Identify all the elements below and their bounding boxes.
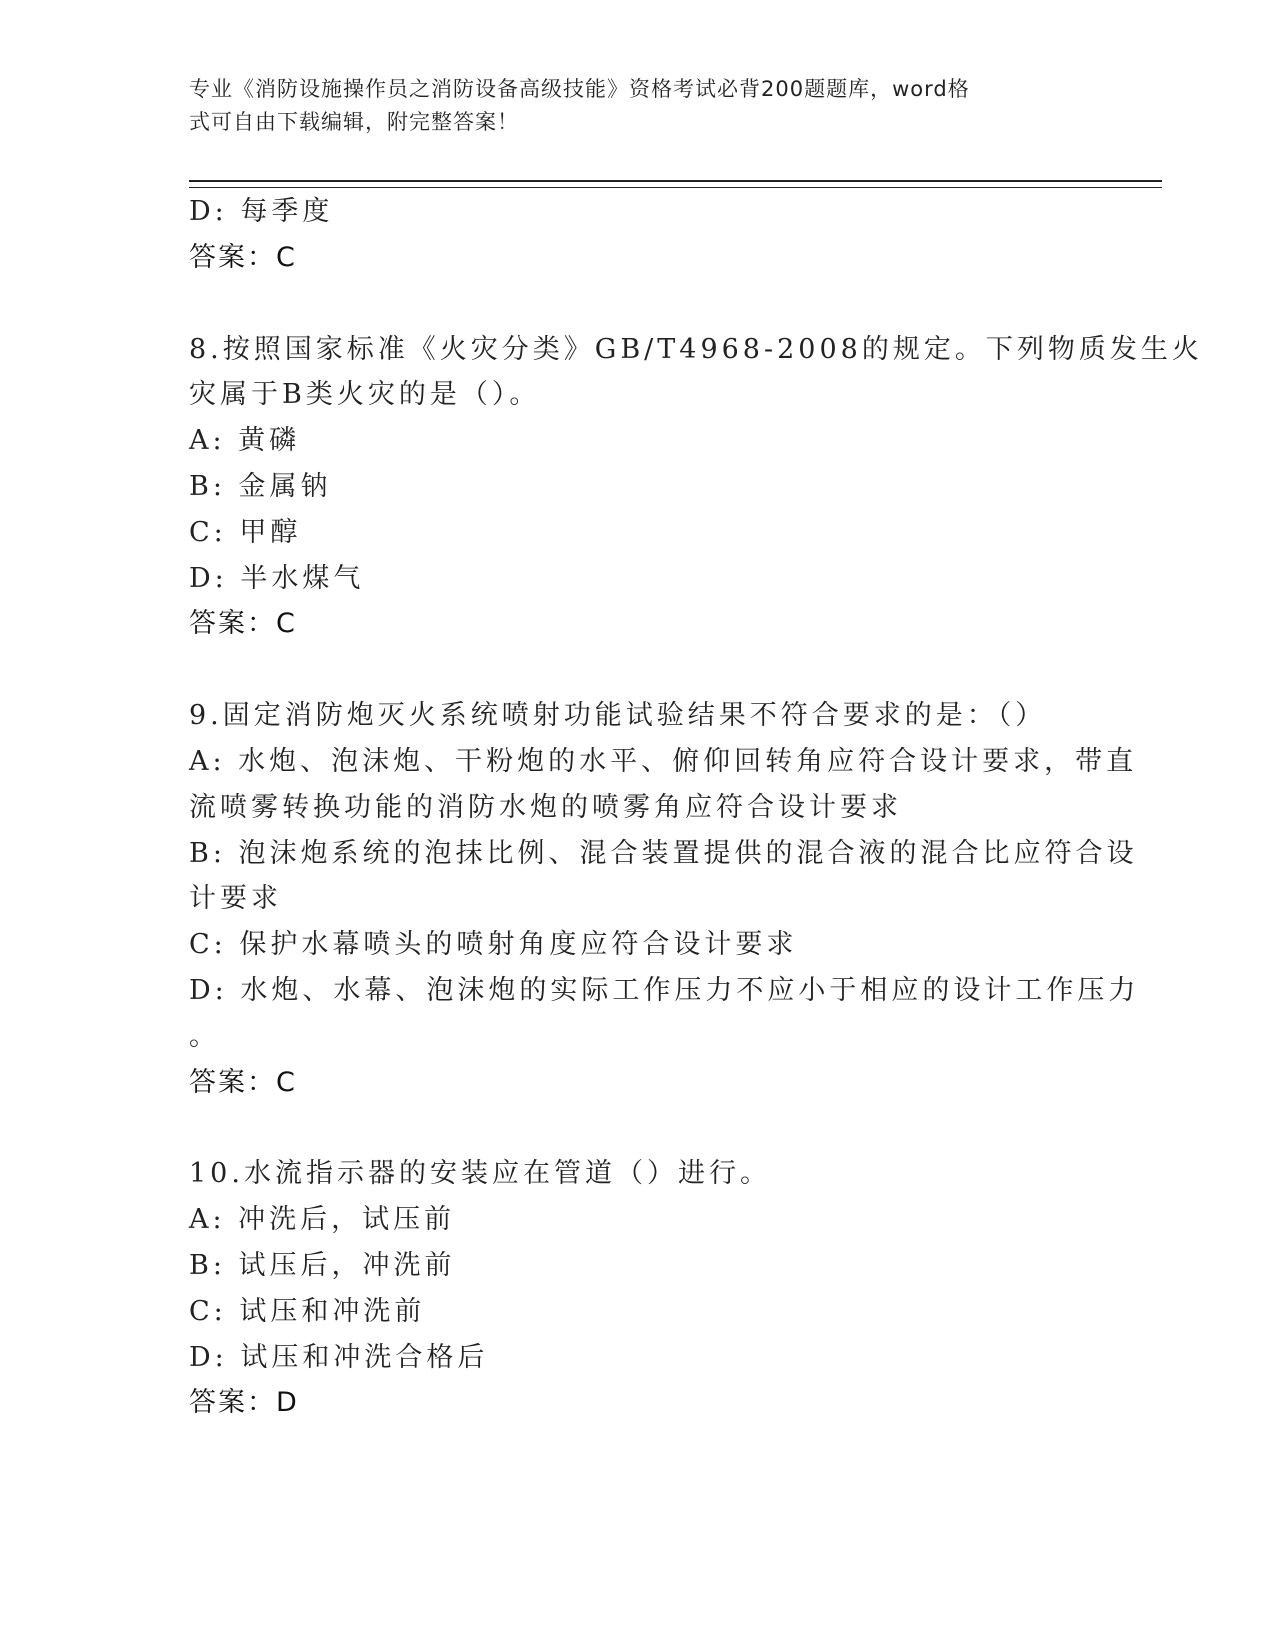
option-c: C: 甲醇 — [189, 516, 302, 548]
option-b: B: 泡沫炮系统的泡抹比例、混合装置提供的混合液的混合比应符合设 — [189, 837, 1138, 869]
question-stem-line: 9.固定消防炮灭火系统喷射功能试验结果不符合要求的是：（） — [189, 700, 1047, 732]
option-a: A: 黄磷 — [189, 425, 301, 457]
option-c: C: 试压和冲洗前 — [189, 1295, 426, 1327]
option-b-continuation: 计要求 — [189, 883, 282, 915]
option-d: D: 试压和冲洗合格后 — [189, 1341, 489, 1373]
question-9 — [189, 693, 1140, 1105]
question-stem-line: 8.按照国家标准《火灾分类》GB/T4968-2008的规定。下列物质发生火 — [189, 333, 1203, 365]
spacer — [189, 1105, 1089, 1151]
option-a: A: 水炮、泡沫炮、干粉炮的水平、俯仰回转角应符合设计要求，带直 — [189, 745, 1138, 777]
header-line-2: 式可自由下载编辑，附完整答案！ — [189, 110, 519, 134]
answer-line: 答案：C — [189, 241, 297, 273]
question-10 — [189, 1151, 1089, 1426]
option-a: A: 冲洗后，试压前 — [189, 1204, 456, 1236]
question-content — [189, 189, 1203, 1426]
option-a-continuation: 流喷雾转换功能的消防水炮的喷雾角应符合设计要求 — [189, 791, 902, 823]
answer-line: 答案：C — [189, 608, 297, 640]
header-line-1: 专业《消防设施操作员之消防设备高级技能》资格考试必背200题题库，word格 — [189, 77, 970, 101]
question-stem-line: 10.水流指示器的安装应在管道（）进行。 — [189, 1158, 771, 1190]
spacer — [189, 647, 1089, 693]
option-d: D: 半水煤气 — [189, 562, 365, 594]
option-b: B: 试压后，冲洗前 — [189, 1249, 456, 1281]
header-divider — [189, 180, 1162, 188]
question-stem-line: 灾属于B类火灾的是（）。 — [189, 379, 541, 411]
option-d: D: 水炮、水幕、泡沫炮的实际工作压力不应小于相应的设计工作压力 — [189, 974, 1140, 1006]
option-b: B: 金属钠 — [189, 470, 332, 502]
answer-line: 答案：C — [189, 1066, 297, 1098]
spacer — [189, 281, 1089, 327]
previous-question-tail — [189, 189, 1089, 281]
question-8 — [189, 327, 1203, 648]
option-c: C: 保护水幕喷头的喷射角度应符合设计要求 — [189, 929, 798, 961]
option-d-continuation: 。 — [189, 1020, 220, 1052]
option-d: D: 每季度 — [189, 196, 334, 227]
document-header — [189, 73, 1089, 139]
answer-line: 答案：D — [189, 1387, 299, 1419]
